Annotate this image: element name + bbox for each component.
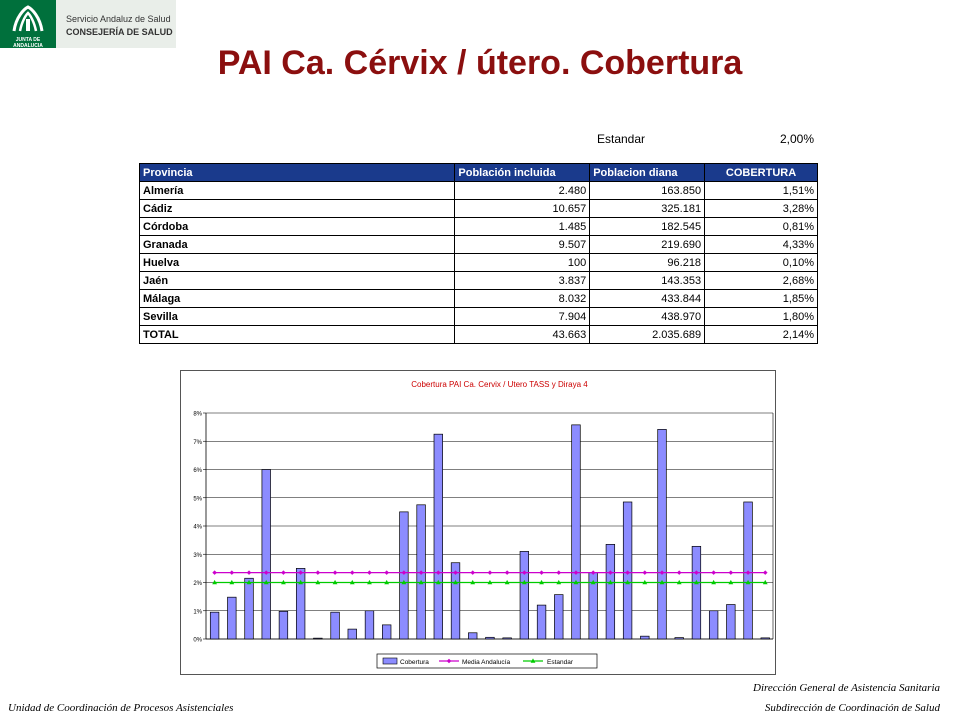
- cell-poblacion-incluida: 10.657: [455, 200, 590, 218]
- cobertura-bar: [296, 568, 305, 639]
- table-row: [140, 236, 818, 254]
- cell-poblacion-incluida: 9.507: [455, 236, 590, 254]
- emblem-icon: [10, 5, 46, 35]
- cell-cobertura: 4,33%: [705, 236, 818, 254]
- table-header-row: [140, 164, 818, 182]
- cell-poblacion-diana: 143.353: [590, 272, 705, 290]
- y-tick-label: 4%: [193, 524, 202, 531]
- table-row: [140, 218, 818, 236]
- cell-cobertura: 3,28%: [705, 200, 818, 218]
- cobertura-bar: [365, 611, 374, 639]
- junta-andalucia-emblem: [0, 0, 56, 48]
- cobertura-bar: [658, 429, 667, 639]
- chart-svg: [181, 371, 775, 674]
- y-tick-label: 0%: [193, 637, 202, 644]
- table-row: [140, 326, 818, 344]
- media-andalucia-point: [247, 570, 252, 575]
- cell-poblacion-diana: 433.844: [590, 290, 705, 308]
- cobertura-bar: [228, 597, 237, 639]
- cell-poblacion-diana: 438.970: [590, 308, 705, 326]
- table-row: [140, 182, 818, 200]
- cobertura-bar: [279, 611, 288, 639]
- media-andalucia-point: [384, 570, 389, 575]
- media-andalucia-point: [711, 570, 716, 575]
- media-andalucia-point: [677, 570, 682, 575]
- table-body: [140, 182, 818, 344]
- cell-cobertura: 1,85%: [705, 290, 818, 308]
- cobertura-bar: [434, 434, 443, 639]
- cell-provincia: Cádiz: [140, 200, 455, 218]
- media-andalucia-point: [488, 570, 493, 575]
- cell-provincia: Huelva: [140, 254, 455, 272]
- cell-cobertura: 0,10%: [705, 254, 818, 272]
- media-andalucia-point: [556, 570, 561, 575]
- page-title: PAI Ca. Cérvix / útero. Cobertura: [217, 44, 743, 82]
- legend-label-cobertura: Cobertura: [400, 659, 429, 666]
- cell-provincia: Córdoba: [140, 218, 455, 236]
- media-andalucia-point: [316, 570, 321, 575]
- cobertura-bar: [606, 544, 615, 639]
- standard-label: Estandar: [597, 132, 646, 146]
- cobertura-bar: [382, 625, 391, 639]
- header-cobertura: COBERTURA: [705, 164, 818, 182]
- table-row: [140, 308, 818, 326]
- y-tick-label: 1%: [193, 609, 202, 616]
- y-tick-label: 2%: [193, 581, 202, 587]
- media-andalucia-point: [763, 570, 768, 575]
- cell-poblacion-incluida: 3.837: [455, 272, 590, 290]
- y-tick-label: 5%: [193, 496, 202, 503]
- header-poblacion-diana: Poblacion diana: [590, 164, 705, 182]
- logo-service-name: Servicio Andaluz de Salud: [66, 14, 171, 24]
- media-andalucia-point: [643, 570, 648, 575]
- cell-cobertura: 1,51%: [705, 182, 818, 200]
- cell-poblacion-incluida: 7.904: [455, 308, 590, 326]
- cell-provincia: Málaga: [140, 290, 455, 308]
- media-andalucia-point: [333, 570, 338, 575]
- media-andalucia-point: [729, 570, 734, 575]
- table-row: [140, 272, 818, 290]
- cobertura-bar: [486, 637, 495, 639]
- cobertura-bar: [468, 633, 477, 639]
- media-andalucia-point: [212, 570, 217, 575]
- cobertura-bar: [572, 425, 581, 639]
- cobertura-bar: [245, 578, 254, 639]
- cell-poblacion-diana: 96.218: [590, 254, 705, 272]
- media-andalucia-point: [367, 570, 372, 575]
- cell-poblacion-incluida: 1.485: [455, 218, 590, 236]
- sas-logo: [0, 0, 176, 48]
- cell-cobertura: 1,80%: [705, 308, 818, 326]
- y-tick-label: 3%: [193, 552, 202, 559]
- cell-provincia: Sevilla: [140, 308, 455, 326]
- cell-provincia: Almería: [140, 182, 455, 200]
- cell-cobertura: 2,68%: [705, 272, 818, 290]
- cobertura-bar: [314, 638, 323, 639]
- cell-provincia: TOTAL: [140, 326, 455, 344]
- cell-cobertura: 2,14%: [705, 326, 818, 344]
- footer-unit: Unidad de Coordinación de Procesos Asistenciales: [8, 702, 234, 714]
- cell-provincia: Jaén: [140, 272, 455, 290]
- media-andalucia-point: [230, 570, 235, 575]
- table-row: [140, 290, 818, 308]
- cobertura-bar: [503, 638, 512, 639]
- cobertura-bar: [675, 638, 684, 639]
- media-andalucia-point: [350, 570, 355, 575]
- coverage-table: [139, 163, 818, 344]
- chart-title: Cobertura PAI Ca. Cervix / Utero TASS y Diraya 4: [411, 380, 588, 389]
- cobertura-bar: [692, 546, 701, 639]
- header-provincia: Provincia: [140, 164, 455, 182]
- y-tick-label: 7%: [193, 439, 202, 446]
- legend-label-media: Media Andalucía: [462, 659, 511, 666]
- cobertura-bar: [520, 551, 529, 639]
- cell-poblacion-diana: 2.035.689: [590, 326, 705, 344]
- cobertura-bar: [640, 636, 649, 639]
- header-poblacion-incluida: Población incluida: [455, 164, 590, 182]
- footer-subdirectorate: Subdirección de Coordinación de Salud: [764, 702, 940, 714]
- standard-value: 2,00%: [779, 132, 814, 146]
- cell-poblacion-diana: 163.850: [590, 182, 705, 200]
- y-tick-label: 6%: [193, 468, 202, 474]
- media-andalucia-point: [470, 570, 475, 575]
- cell-poblacion-diana: 182.545: [590, 218, 705, 236]
- cobertura-bar: [537, 605, 546, 639]
- media-andalucia-point: [539, 570, 544, 575]
- cell-poblacion-incluida: 2.480: [455, 182, 590, 200]
- cell-provincia: Granada: [140, 236, 455, 254]
- cell-poblacion-diana: 219.690: [590, 236, 705, 254]
- table-row: [140, 254, 818, 272]
- footer-directorate: Dirección General de Asistencia Sanitaria: [753, 682, 940, 694]
- media-andalucia-point: [505, 570, 510, 575]
- cobertura-bar: [761, 638, 770, 639]
- cobertura-bar: [727, 605, 736, 639]
- legend-label-estandar: Estandar: [547, 659, 574, 666]
- cell-cobertura: 0,81%: [705, 218, 818, 236]
- media-andalucia-point: [281, 570, 286, 575]
- cobertura-bar: [400, 512, 409, 639]
- cell-poblacion-incluida: 43.663: [455, 326, 590, 344]
- cobertura-bar: [554, 595, 563, 639]
- cobertura-bar: [331, 612, 340, 639]
- cobertura-bar: [262, 470, 271, 640]
- cobertura-bar: [709, 611, 718, 639]
- y-tick-label: 8%: [193, 411, 202, 418]
- cell-poblacion-diana: 325.181: [590, 200, 705, 218]
- table-row: [140, 200, 818, 218]
- cobertura-bar: [210, 612, 219, 639]
- cell-poblacion-incluida: 8.032: [455, 290, 590, 308]
- cobertura-bar: [348, 629, 357, 639]
- emblem-caption: JUNTA DE ANDALUCIA: [13, 37, 43, 49]
- legend-swatch-cobertura: [383, 658, 397, 664]
- cell-poblacion-incluida: 100: [455, 254, 590, 272]
- coverage-chart: [180, 370, 776, 675]
- logo-ministry-name: CONSEJERÍA DE SALUD: [66, 27, 173, 37]
